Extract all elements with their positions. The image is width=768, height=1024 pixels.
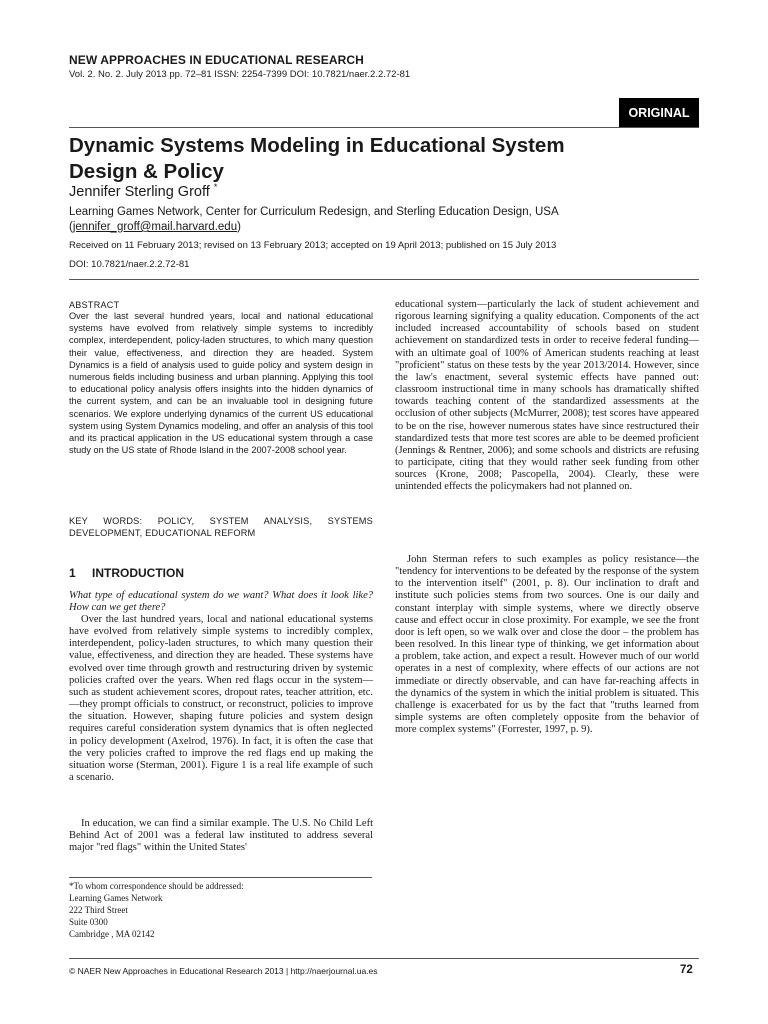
- email-open-paren: (: [69, 221, 73, 233]
- article-heading: [69, 133, 614, 185]
- email-link[interactable]: jennifer_groff@mail.harvard.edu: [72, 221, 238, 233]
- author-name-text: Jennifer Sterling Groff: [69, 183, 210, 200]
- footnote: [69, 881, 373, 941]
- article-doi: DOI: 10.7821/naer.2.2.72-81: [69, 259, 190, 270]
- author-footnote-mark: *: [213, 182, 218, 192]
- page-number: 72: [680, 964, 693, 976]
- doi-rule: [69, 279, 699, 280]
- right-column-paragraph-1: educational system—particularly the lack of student achievement and rigorous learning signifying a quality education. Components of the act included increased accountability of schools based on student achievement on standardized tests in order to receive federal funding—with an ultimate goal of 100% of American students reaching at least "proficient" status on these tests by the year 2013/2014. However, since the law's enactment, several systemic effects have panned out: classroom instructional time in many schools has dramatically shifted towards teaching content of the standardized assessments at the occlusion of other subjects (McMurrer, 2008); test scores have appeared to be on the rise, however numerous states have since restructured their standardized tests that more test scores are able to be deemed proficient (Jennings & Rentner, 2006); and some schools and districts are refusing to participate, citing that they would rather seek funding from other sources (Krone, 2008; Pascopella, 2004). Clearly, these were unintended effects the policymakers had not planned on.: [395, 299, 699, 493]
- journal-name: NEW APPROACHES IN EDUCATIONAL RESEARCH: [69, 53, 364, 67]
- article-heading-line-2: Design & Policy: [69, 160, 224, 183]
- section-heading-introduction: [69, 566, 184, 580]
- abstract-text: Over the last several hundred years, local and national educational systems have evolved from relatively simple systems to incredibly complex, interdependent, policy-laden structures, to which many question their value, effectiveness, and direction they are headed. System Dynamics is a field of analysis used to guide policy and system design in numerous fields including business and urban planning. Applying this tool to educational policy analysis offers insights into the hidden dynamics of the current system, and can be an invaluable tool in designing future scenarios. We explore underlying dynamics of the current US educational system using System Dynamics modeling, and offer an analysis of this tool and its practical application in the US educational system through a case study on the US state of Rhode Island in the 2007-2008 school year.: [69, 311, 373, 456]
- intro-question: What type of educational system do we want? What does it look like? How can we get there?: [69, 590, 373, 614]
- footnote-line: Suite 0300: [69, 916, 108, 927]
- footer-rule: [69, 958, 699, 959]
- footnote-line: 222 Third Street: [69, 904, 128, 915]
- email-close-paren: ): [237, 221, 241, 233]
- article-heading-line-1: Dynamic Systems Modeling in Educational System: [69, 134, 565, 157]
- intro-paragraph-1: Over the last hundred years, local and national educational systems have evolved from relatively simple systems to incredibly complex, interdependent, policy-laden structures, to which many question their value, effectiveness, and direction they are headed. These systems have evolved over time through growth and restructuring driven by systemic policies crafted over the years. When red flags occur in the system—such as student achievement scores, dropout rates, teacher attrition, etc.—they prompt officials to construct, or reconstruct, policies to improve the situation. However, shaping future policies and system design requires careful consideration system dynamics that is often neglected in policy development (Axelrod, 1976). In fact, it is often the case that the very policies crafted to improve the red flags end up making the situation worse (Sterman, 2001). Figure 1 is a real life example of such a scenario.: [69, 614, 373, 784]
- original-badge: ORIGINAL: [619, 98, 699, 128]
- header-rule: [69, 127, 699, 128]
- footer-copyright: © NAER New Approaches in Educational Research 2013 | http://naerjournal.ua.es: [69, 966, 378, 976]
- right-column-paragraph-2: John Sterman refers to such examples as policy resistance—the "tendency for interventions to be defeated by the response of the system to the intervention itself" (2001, p. 8). Our inclination to draft and institute such policies stems from two sources. One is our daily and constant interplay with simple systems, where we directly observe cause and effect occur in close proximity. For example, we see the front door is left open, so we walk over and close the door – the problem has been resolved. In this linear type of thinking, we get information about a problem, take action, and expect a result. However much of our world operates in a nest of complexity, where effects of our actions are not immediate or directly observable, and can have far-reaching affects in the dynamics of the system in which the initial problem is situated. This challenge is exacerbated for us by the fact that "truths learned from simple systems are often completely opposite from the behavior of more complex systems" (Forrester, 1997, p. 9).: [395, 554, 699, 736]
- section-title: INTRODUCTION: [92, 566, 184, 580]
- author-name: [69, 182, 217, 200]
- footnote-line: Learning Games Network: [69, 892, 163, 903]
- footnote-rule: [69, 877, 372, 878]
- keywords: KEY WORDS: POLICY, SYSTEM ANALYSIS, SYSTEMS DEVELOPMENT, EDUCATIONAL REFORM: [69, 516, 373, 539]
- author-affiliation: Learning Games Network, Center for Curriculum Redesign, and Sterling Education Design, USA: [69, 206, 559, 218]
- footnote-line: *To whom correspondence should be addressed:: [69, 881, 244, 891]
- section-number: 1: [69, 566, 76, 580]
- received-dates: Received on 11 February 2013; revised on 13 February 2013; accepted on 19 April 2013; published on 15 July 2013: [69, 240, 557, 251]
- abstract-label: ABSTRACT: [69, 300, 120, 310]
- footnote-line: Cambridge , MA 02142: [69, 928, 155, 939]
- journal-meta: Vol. 2. No. 2. July 2013 pp. 72–81 ISSN: 2254-7399 DOI: 10.7821/naer.2.2.72-81: [69, 69, 411, 80]
- author-email: [69, 221, 241, 233]
- intro-paragraph-2: In education, we can find a similar example. The U.S. No Child Left Behind Act of 2001 was a federal law instituted to address several major "red flags" within the United States': [69, 818, 373, 854]
